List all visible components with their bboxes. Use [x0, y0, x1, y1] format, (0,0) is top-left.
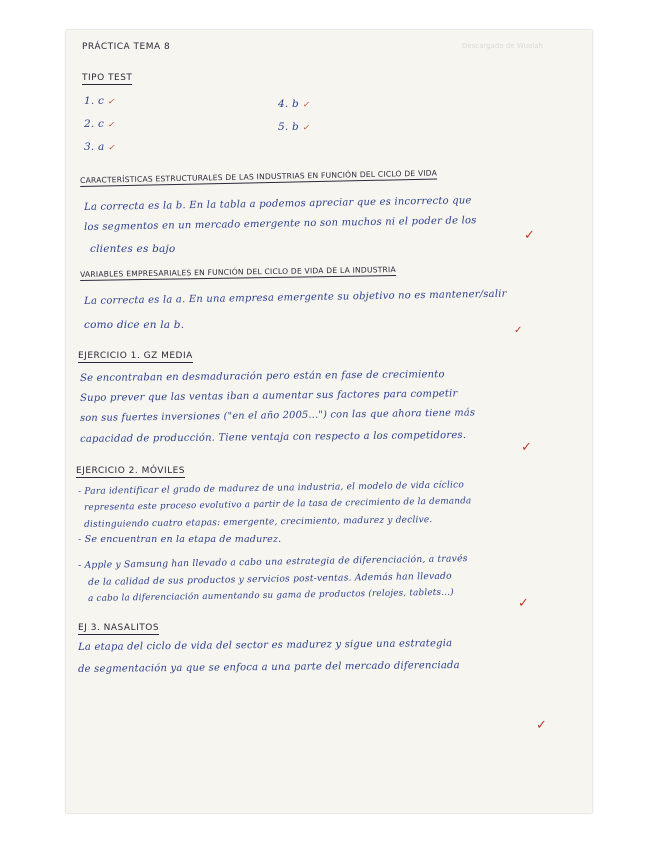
section-2-heading: VARIABLES EMPRESARIALES EN FUNCIÓN DEL CICLO DE VIDA DE LA INDUSTRIA	[80, 265, 396, 279]
section-3-line: son sus fuertes inversiones ("en el año 2005...") con las que ahora tiene más	[80, 407, 476, 424]
checkmark-icon: ✓	[518, 596, 529, 611]
section-1-heading: CARACTERÍSTICAS ESTRUCTURALES DE LAS INDUSTRIAS EN FUNCIÓN DEL CICLO DE VIDA	[80, 168, 438, 185]
section-1-line: La correcta es la b. En la tabla a podemos apreciar que es incorrecto que	[84, 195, 472, 213]
test-heading: TIPO TEST	[82, 73, 133, 83]
section-4-heading: EJERCICIO 2. MÓVILES	[76, 466, 186, 476]
test-answer-2: 2. c ✓	[84, 118, 115, 130]
watermark: Descargado de Wuolah	[462, 42, 543, 50]
test-answer-1: 1. c ✓	[84, 95, 115, 107]
checkmark-icon: ✓	[514, 325, 523, 336]
section-4-line: a cabo la diferenciación aumentando su gama de productos (relojes, tablets...)	[88, 587, 454, 604]
section-1-line: clientes es bajo	[90, 243, 176, 255]
test-answer-3: 3. a ✓	[84, 141, 115, 153]
section-2-line: como dice en la b.	[84, 319, 185, 331]
section-2-line: La correcta es la a. En una empresa emergente su objetivo no es mantener/salir	[84, 288, 507, 307]
checkmark-icon: ✓	[536, 718, 547, 733]
checkmark-icon: ✓	[524, 228, 535, 243]
section-5-line: La etapa del ciclo de vida del sector es madurez y sigue una estrategia	[78, 638, 453, 653]
section-4-line: - Apple y Samsung han llevado a cabo una estrategia de diferenciación, a través	[78, 553, 468, 571]
section-4-line: distinguiendo cuatro etapas: emergente, crecimiento, madurez y declive.	[84, 515, 433, 530]
section-4-line: - Se encuentran en la etapa de madurez.	[78, 534, 282, 545]
page-title: PRÁCTICA TEMA 8	[82, 42, 171, 52]
section-4-line: representa este proceso evolutivo a partir de la tasa de crecimiento de la demanda	[84, 496, 472, 513]
section-3-heading: EJERCICIO 1. GZ MEDIA	[78, 351, 193, 361]
section-3-line: capacidad de producción. Tiene ventaja con respecto a los competidores.	[80, 429, 467, 445]
test-answer-4: 4. b ✓	[278, 98, 310, 110]
test-answer-5: 5. b ✓	[278, 121, 310, 133]
section-3-line: Se encontraban en desmaduración pero están en fase de crecimiento	[80, 369, 445, 384]
section-4-line: - Para identificar el grado de madurez de una industria, el modelo de vida cíclico	[78, 480, 465, 497]
checkmark-icon: ✓	[521, 440, 532, 455]
notebook-page	[66, 30, 592, 813]
section-4-line: de la calidad de sus productos y servicios post-ventas. Además han llevado	[88, 570, 452, 588]
section-3-line: Supo prever que las ventas iban a aumentar sus factores para competir	[80, 388, 458, 404]
section-5-line: de segmentación ya que se enfoca a una parte del mercado diferenciada	[78, 660, 460, 675]
section-5-heading: EJ 3. NASALITOS	[78, 623, 160, 633]
section-1-line: los segmentos en un mercado emergente no son muchos ni el poder de los	[84, 215, 477, 233]
